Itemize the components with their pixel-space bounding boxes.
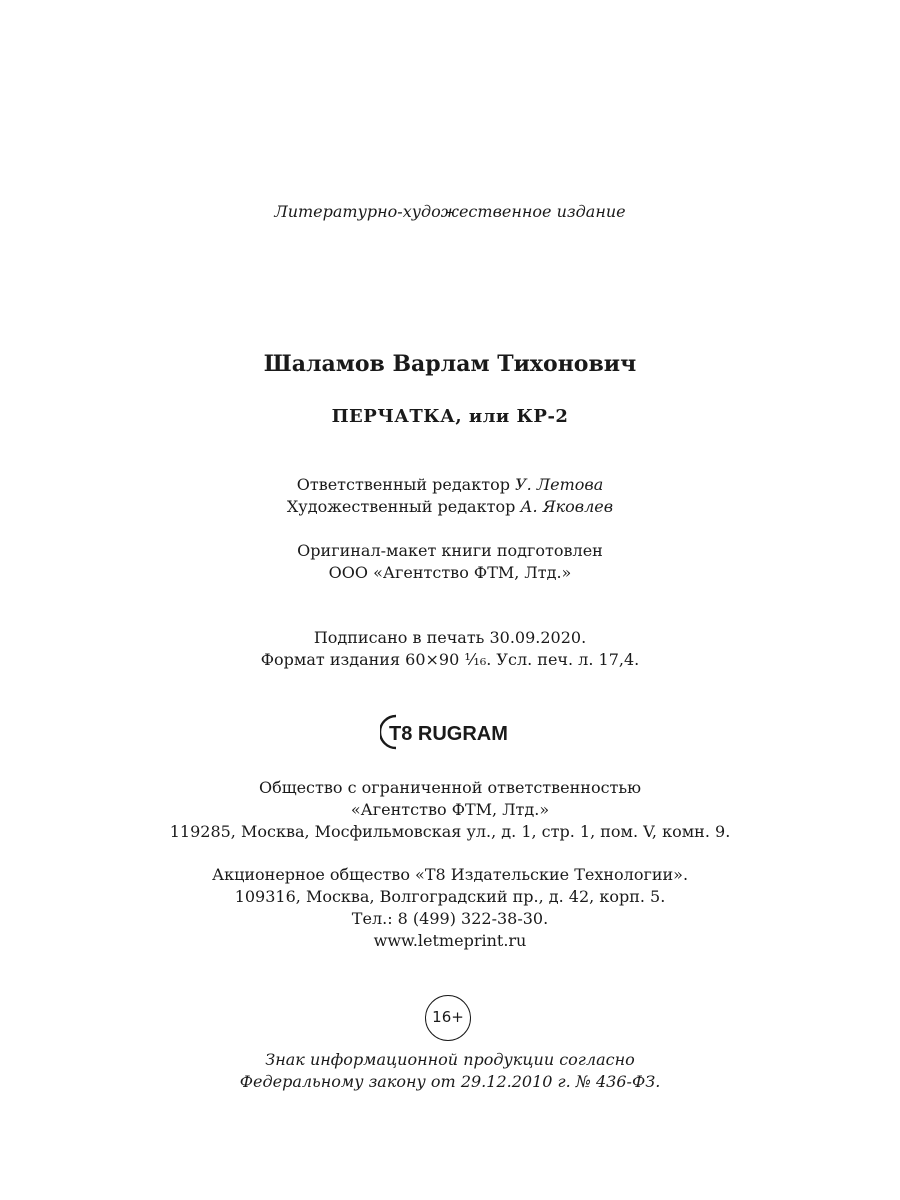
art-editor-line <box>0 496 900 518</box>
printer-address: 109316, Москва, Волгоградский пр., д. 42, корп. 5. <box>234 887 666 906</box>
print-format: Формат издания 60×90 ¹⁄₁₆. Усл. печ. л. 17,4. <box>260 650 640 669</box>
layout-credit-line-2: ООО «Агентство ФТМ, Лтд.» <box>328 563 572 582</box>
responsible-editor-label: Ответственный редактор <box>296 475 510 494</box>
edition-type: Литературно-художественное издание <box>274 202 626 221</box>
printer-line-1: Акционерное общество «Т8 Издательские Технологии». <box>211 865 689 884</box>
publisher-line-2: «Агентство ФТМ, Лтд.» <box>350 800 550 819</box>
publisher-line-1: Общество с ограниченной ответственностью <box>258 778 642 797</box>
printer-website: www.letmeprint.ru <box>373 931 527 950</box>
art-editor-name: А. Яковлев <box>520 497 614 516</box>
law-note-line-2: Федеральному закону от 29.12.2010 г. № 436-ФЗ. <box>239 1072 661 1091</box>
book-title: ПЕРЧАТКА, или КР-2 <box>331 406 569 427</box>
author-name: Шаламов Варлам Тихонович <box>263 351 637 377</box>
responsible-editor-name: У. Летова <box>515 475 604 494</box>
printer-phone: Тел.: 8 (499) 322-38-30. <box>351 909 549 928</box>
age-rating-badge: 16+ <box>425 995 471 1041</box>
layout-credit-line-1: Оригинал-макет книги подготовлен <box>297 541 603 560</box>
law-note-line-1: Знак информационной продукции согласно <box>265 1050 635 1069</box>
publisher-address: 119285, Москва, Мосфильмовская ул., д. 1, стр. 1, пом. V, комн. 9. <box>169 822 731 841</box>
logo-text: T8 RUGRAM <box>389 723 508 745</box>
print-date: Подписано в печать 30.09.2020. <box>313 628 587 647</box>
rugram-logo <box>380 712 520 752</box>
art-editor-label: Художественный редактор <box>286 497 516 516</box>
responsible-editor-line <box>0 474 900 496</box>
